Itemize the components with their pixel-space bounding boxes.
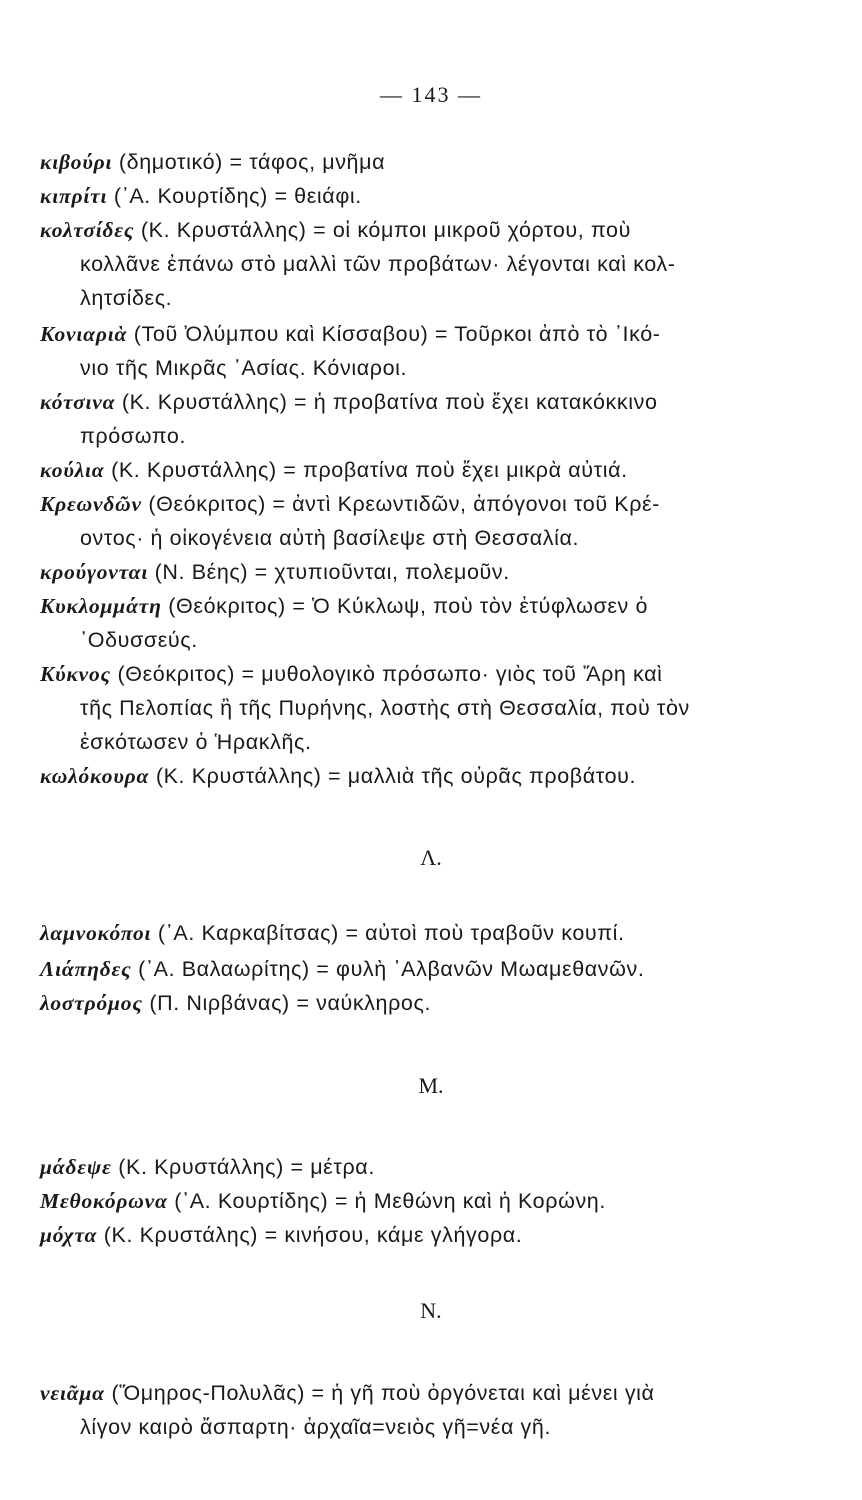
entry-definition-cont: λίγον καιρὸ ἄσπαρτη· ἀρχαῖα=νειὸς γῆ=νέα γῆ. [80, 1415, 552, 1439]
entry-koniaria [40, 317, 780, 385]
entry-definition-cont: ἐσκότωσεν ὁ Ἡρακλῆς. [80, 730, 312, 754]
entry-headword: Μεθοκόρωνα [40, 1189, 168, 1213]
entry-definition: (᾿Α. Καρκαβίτσας) = αὐτοὶ ποὺ τραβοῦν κουπί. [157, 921, 625, 945]
entry-definition: (Κ. Κρυστάλλης) = μέτρα. [118, 1155, 375, 1179]
entry-headword: κωλόκουρα [40, 764, 150, 788]
entry-definition-cont: κολλᾶνε ἐπάνω στὸ μαλλὶ τῶν προβάτων· λέγονται καὶ κολ- [80, 252, 676, 276]
entry-headword: λοστρόμος [40, 991, 143, 1015]
entry-definition: (Κ. Κρυστάλης) = κινήσου, κάμε γλήγορα. [103, 1223, 523, 1247]
entry-kyklommati [40, 589, 780, 657]
entry-definition: (᾿Α. Κουρτίδης) = θειάφι. [113, 184, 362, 208]
entry-headword: Λιάπηδες [40, 957, 132, 981]
entry-definition-cont: νιο τῆς Μικρᾶς ᾿Ασίας. Κόνιαροι. [80, 356, 408, 380]
entry-definition: (Τοῦ Ὀλύμπου καὶ Κίσσαβου) = Τοῦρκοι ἀπὸ τὸ ᾿Ικό- [133, 322, 661, 346]
entry-headword: Κρεωνδῶν [40, 492, 142, 516]
entry-neiama [40, 1376, 780, 1444]
entry-definition: (Κ. Κρυστάλλης) = προβατίνα ποὺ ἔχει μικρὰ αὐτιά. [111, 458, 628, 482]
entry-definition: (Κ. Κρυστάλλης) = μαλλιὰ τῆς οὐρᾶς προβάτου. [155, 764, 637, 788]
entry-headword: κούλια [40, 458, 105, 482]
entry-kyknos [40, 657, 780, 759]
entry-headword: κρούγονται [40, 560, 149, 584]
entry-kipriti [40, 179, 780, 213]
entry-definition: (Θεόκριτος) = μυθολογικὸ πρόσωπο· γιὸς τοῦ Ἄρη καὶ [117, 662, 663, 686]
entry-headword: κιβούρι [40, 150, 113, 174]
entry-headword: κιπρίτι [40, 184, 108, 208]
entry-definition: (Κ. Κρυστάλλης) = οἱ κόμποι μικροῦ χόρτου, ποὺ [140, 218, 631, 242]
entry-definition: (Ὅμηρος-Πολυλᾶς) = ἡ γῆ ποὺ ὀργόνεται καὶ μένει γιὰ [111, 1381, 655, 1405]
entry-definition: (Π. Νιρβάνας) = ναύκληρος. [149, 991, 432, 1015]
entry-koltsides [40, 213, 780, 315]
entry-definition: (δημοτικό) = τάφος, μνῆμα [118, 150, 386, 174]
entry-definition: (Θεόκριτος) = ἀντὶ Κρεωντιδῶν, ἀπόγονοι τοῦ Κρέ- [148, 492, 660, 516]
entry-definition-cont: τῆς Πελοπίας ἢ τῆς Πυρήνης, λοστὴς στὴ Θεσσαλία, ποὺ τὸν [80, 696, 690, 720]
entry-headword: μάδεψε [40, 1155, 112, 1179]
entry-madepse [40, 1150, 780, 1184]
entry-lostromos [40, 986, 780, 1020]
entry-definition: (Ν. Βέης) = χτυπιοῦνται, πολεμοῦν. [154, 560, 510, 584]
entry-headword: νειᾶμα [40, 1381, 105, 1405]
entry-definition-cont: πρόσωπο. [80, 424, 187, 448]
entry-mochta [40, 1218, 780, 1252]
page-number: — 143 — [380, 82, 482, 107]
entry-headword: μόχτα [40, 1223, 98, 1247]
entry-headword: Κονιαριὰ [40, 322, 128, 346]
entry-kolokoura [40, 759, 780, 793]
entry-lamnokopoi [40, 916, 780, 950]
entry-definition: (Θεόκριτος) = Ὁ Κύκλωψ, ποὺ τὸν ἐτύφλωσεν ὁ [168, 594, 649, 618]
entry-kivouri [40, 145, 780, 179]
entry-definition: (Κ. Κρυστάλλης) = ἡ προβατίνα ποὺ ἔχει κατακόκκινο [121, 390, 658, 414]
entry-headword: κολτσίδες [40, 218, 135, 242]
entry-liapides [40, 952, 780, 986]
entry-definition-cont: λητσίδες. [80, 286, 173, 310]
entry-definition: (᾿Α. Βαλαωρίτης) = φυλὴ ᾿Αλβανῶν Μωαμεθανῶν. [138, 957, 645, 981]
entry-kotsina [40, 385, 780, 453]
section-letter-mu: Μ. [418, 1073, 444, 1098]
entry-definition-cont: ᾿Οδυσσεύς. [80, 628, 198, 652]
entry-headword: Κυκλομμάτη [40, 594, 162, 618]
section-letter-lambda: Λ. [420, 845, 442, 870]
entry-headword: λαμνοκόποι [40, 921, 152, 945]
entry-kreondon [40, 487, 780, 555]
entry-koulia [40, 453, 780, 487]
entry-headword: κότσινα [40, 390, 116, 414]
entry-krougontai [40, 555, 780, 589]
entry-definition-cont: οντος· ἡ οἰκογένεια αὐτὴ βασίλεψε στὴ Θεσσαλία. [80, 526, 580, 550]
entry-headword: Κύκνος [40, 662, 111, 686]
section-letter-nu: Ν. [420, 1298, 442, 1323]
entry-methokorona [40, 1184, 780, 1218]
entry-definition: (᾿Α. Κουρτίδης) = ἡ Μεθώνη καὶ ἡ Κορώνη. [174, 1189, 606, 1213]
